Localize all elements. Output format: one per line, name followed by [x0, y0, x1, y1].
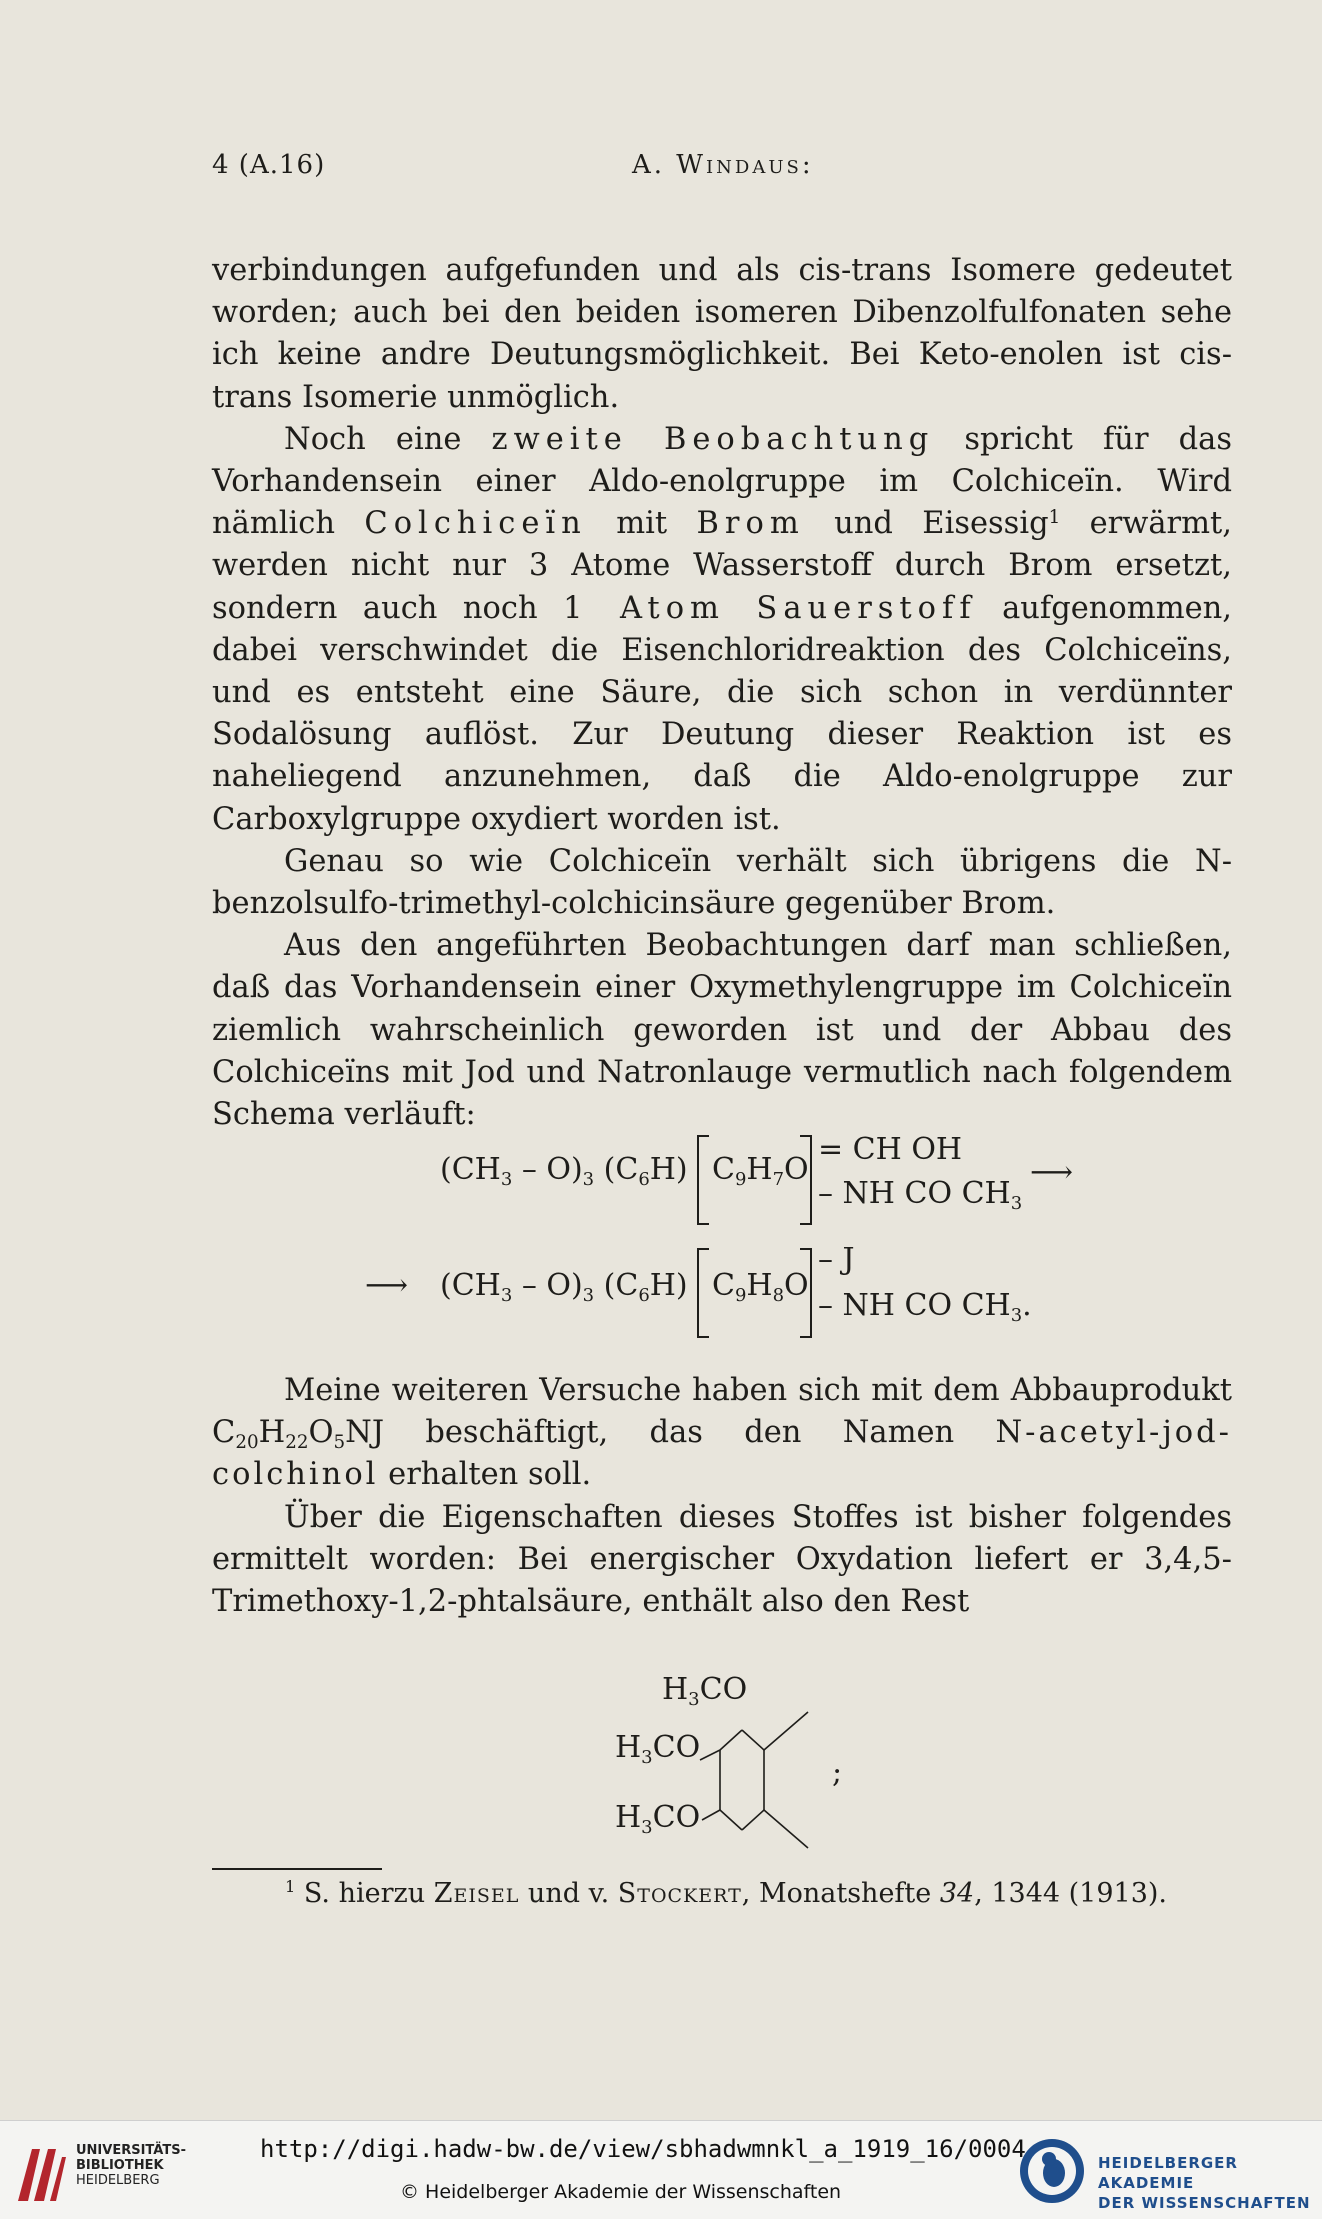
p2-text: Noch eine — [284, 421, 492, 457]
scheme-text: H) — [649, 1268, 688, 1303]
scheme-sub: 3 — [1010, 1193, 1023, 1214]
paragraph-3: Genau so wie Colchiceïn verhält sich übrigens die N-benzolsulfo-trimethyl-colchicinsäure gegenüber Brom. — [212, 843, 1232, 922]
formula-sub: 5 — [333, 1432, 346, 1454]
footnote-text: , 1344 (1913). — [974, 1878, 1168, 1909]
footnote-text: S. hierzu — [295, 1878, 434, 1909]
academy-name — [1098, 2153, 1322, 2213]
ring-bond — [742, 1730, 764, 1750]
scheme-bottom-2 — [818, 1288, 1032, 1326]
scheme-sub: 3 — [500, 1285, 513, 1306]
scheme-top-1: = CH OH — [818, 1132, 963, 1167]
structure-text: H — [615, 1730, 642, 1765]
structure-sub: 3 — [641, 1817, 653, 1838]
viewer-footer — [0, 2120, 1322, 2219]
scheme-inner-2 — [712, 1268, 809, 1306]
structure-text: CO — [652, 1730, 701, 1765]
paragraph-2 — [212, 419, 1232, 841]
uni-line-3: HEIDELBERG — [76, 2173, 160, 2188]
footnote-marker: 1 — [1048, 507, 1061, 529]
scheme-text: H — [746, 1152, 773, 1187]
body-text-upper — [212, 250, 1232, 1136]
paragraph-1: verbindungen aufgefunden und als cis-trans Isomere gedeutet worden; auch bei den beiden isomeren Dibenzolfulfonaten sehe ich keine andre Deutungsmöglichkeit. Bei Keto-enolen ist cis-trans Isomerie unmöglich. — [212, 253, 1232, 415]
structure-semicolon: ; — [832, 1755, 843, 1790]
scheme-text: C — [712, 1268, 735, 1303]
scheme-line-2 — [440, 1268, 688, 1306]
emphasis-brom: Brom — [696, 506, 805, 542]
university-library-logo-icon — [14, 2143, 68, 2205]
scheme-text: – O) — [512, 1152, 583, 1187]
footnote — [285, 1878, 1167, 1909]
structure-text: H — [662, 1672, 689, 1707]
running-title: A. Windaus: — [632, 150, 814, 180]
scheme-bracket-right — [800, 1135, 812, 1225]
scheme-sub: 9 — [734, 1285, 747, 1306]
formula-sub: 22 — [285, 1432, 309, 1454]
p2-text: spricht für das Vorhandensein einer Aldo-enolgruppe im Colchiceïn. Wird nämlich — [212, 421, 1233, 542]
footnote-text: , Monatshefte — [741, 1878, 940, 1909]
ring-bond — [720, 1810, 742, 1830]
permalink-url[interactable]: http://digi.hadw-bw.de/view/sbhadwmnkl_a_1919_16/0004 — [260, 2135, 1026, 2163]
university-library-name — [76, 2143, 186, 2188]
scheme-bracket-right — [800, 1248, 812, 1338]
p5-text: erhalten soll. — [378, 1457, 592, 1493]
academy-line-2: DER WISSENSCHAFTEN — [1098, 2194, 1311, 2212]
structure-label-mid — [615, 1730, 701, 1768]
scheme-sub: 9 — [734, 1169, 747, 1190]
emphasis-atom-sauerstoff: 1 Atom Sauerstoff — [563, 590, 977, 626]
structure-label-bot — [615, 1800, 701, 1838]
academy-seal-icon — [1018, 2137, 1086, 2205]
ring-bond — [720, 1730, 742, 1750]
scheme-sub: 3 — [582, 1169, 595, 1190]
scheme-text: C — [712, 1152, 735, 1187]
scheme-arrow-1: ⟶ — [1030, 1155, 1074, 1190]
footnote-text: und v. — [519, 1878, 618, 1909]
structure-text: CO — [699, 1672, 748, 1707]
scheme-sub: 7 — [772, 1169, 785, 1190]
page-header — [212, 150, 1232, 186]
scheme-line-1 — [440, 1152, 688, 1190]
scheme-text: – NH CO CH — [818, 1176, 1011, 1211]
scheme-sub: 6 — [638, 1285, 650, 1306]
p5-text: H — [258, 1415, 286, 1451]
body-text-lower — [212, 1370, 1232, 1623]
p2-text: aufgenommen, dabei verschwindet die Eisenchloridreaktion des Colchiceïns, und es entsteht eine Säure, die sich schon in verdünnter Sodalösung auflöst. Zur Deutung dieser Reaktion ist es naheliegend anzunehmen, daß die Aldo-enolgruppe zur Carboxylgruppe oxydiert worden ist. — [212, 590, 1232, 837]
scheme-inner-1 — [712, 1152, 809, 1190]
emphasis-zweite-beobachtung: zweite Beobachtung — [491, 421, 935, 457]
emphasis-compound-name: N-acetyl-jod-colchinol — [212, 1415, 1232, 1493]
uni-line-1: UNIVERSITÄTS- — [76, 2143, 186, 2158]
scheme-text: H) — [649, 1152, 688, 1187]
scheme-text: – NH CO CH — [818, 1288, 1011, 1323]
p5-text: Meine weiteren Versuche haben sich mit dem Abbauprodukt C — [212, 1373, 1232, 1451]
scheme-arrow-2: ⟶ — [365, 1268, 409, 1303]
scheme-text: (CH — [440, 1268, 501, 1303]
scheme-sub: 6 — [638, 1169, 650, 1190]
structure-sub: 3 — [688, 1689, 700, 1710]
footnote-author: Zeisel — [433, 1878, 520, 1909]
scheme-sub: 3 — [500, 1169, 513, 1190]
scheme-text: – O) — [512, 1268, 583, 1303]
p2-text: erwärmt, werden nicht nur 3 Atome Wasserstoff durch Brom ersetzt, sondern auch noch — [212, 506, 1232, 626]
copyright-notice: © Heidelberger Akademie der Wissenschaften — [400, 2181, 842, 2203]
structure-text: CO — [652, 1800, 701, 1835]
substituent-bond — [702, 1810, 720, 1820]
academy-line-1: HEIDELBERGER AKADEMIE — [1098, 2154, 1238, 2192]
footnote-marker: 1 — [285, 1877, 296, 1896]
p2-text: und Eisessig — [804, 506, 1049, 542]
substituent-bond — [764, 1712, 808, 1750]
scheme-text: (C — [594, 1152, 639, 1187]
scheme-bracket-left — [697, 1248, 709, 1338]
scheme-sub: 3 — [582, 1285, 595, 1306]
substituent-bond — [700, 1750, 720, 1760]
uni-line-2: BIBLIOTHEK — [76, 2158, 164, 2173]
scheme-bracket-left — [697, 1135, 709, 1225]
scheme-text: H — [746, 1268, 773, 1303]
scheme-text: O — [784, 1152, 809, 1187]
footnote-volume: 34 — [939, 1878, 975, 1909]
scheme-text: (CH — [440, 1152, 501, 1187]
scheme-top-2: – J — [818, 1242, 855, 1277]
scheme-text: . — [1022, 1288, 1032, 1323]
paragraph-6: Über die Eigenschaften dieses Stoffes ist bisher folgendes ermittelt worden: Bei energischer Oxydation liefert er 3,4,5-Trimethoxy-1,2-phtalsäure, enthält also den Rest — [212, 1499, 1232, 1620]
scheme-text: (C — [594, 1268, 639, 1303]
footnote-author: Stockert — [617, 1878, 742, 1909]
substituent-bond — [764, 1810, 808, 1848]
p2-text: mit — [586, 506, 697, 542]
p5-text: O — [308, 1415, 334, 1451]
scheme-bottom-1 — [818, 1176, 1023, 1214]
emphasis-colchicein: Colchiceïn — [364, 506, 587, 542]
ring-bond — [742, 1810, 764, 1830]
benzene-ring-diagram — [690, 1700, 830, 1860]
p5-text: NJ beschäftigt, das den Namen — [345, 1415, 996, 1451]
paragraph-5 — [212, 1370, 1232, 1497]
structure-sub: 3 — [641, 1747, 653, 1768]
paragraph-4: Aus den angeführten Beobachtungen darf man schließen, daß das Vorhandensein einer Oxymethylengruppe im Colchiceïn ziemlich wahrscheinlich geworden ist und der Abbau des Colchiceïns mit Jod und Natronlauge vermutlich nach folgendem Schema verläuft: — [212, 928, 1232, 1133]
formula-sub: 20 — [235, 1432, 259, 1454]
scheme-text: O — [784, 1268, 809, 1303]
scheme-sub: 8 — [772, 1285, 785, 1306]
page-number: 4 (A.16) — [212, 150, 326, 180]
scheme-sub: 3 — [1010, 1305, 1023, 1326]
structure-text: H — [615, 1800, 642, 1835]
footnote-rule — [212, 1868, 382, 1870]
